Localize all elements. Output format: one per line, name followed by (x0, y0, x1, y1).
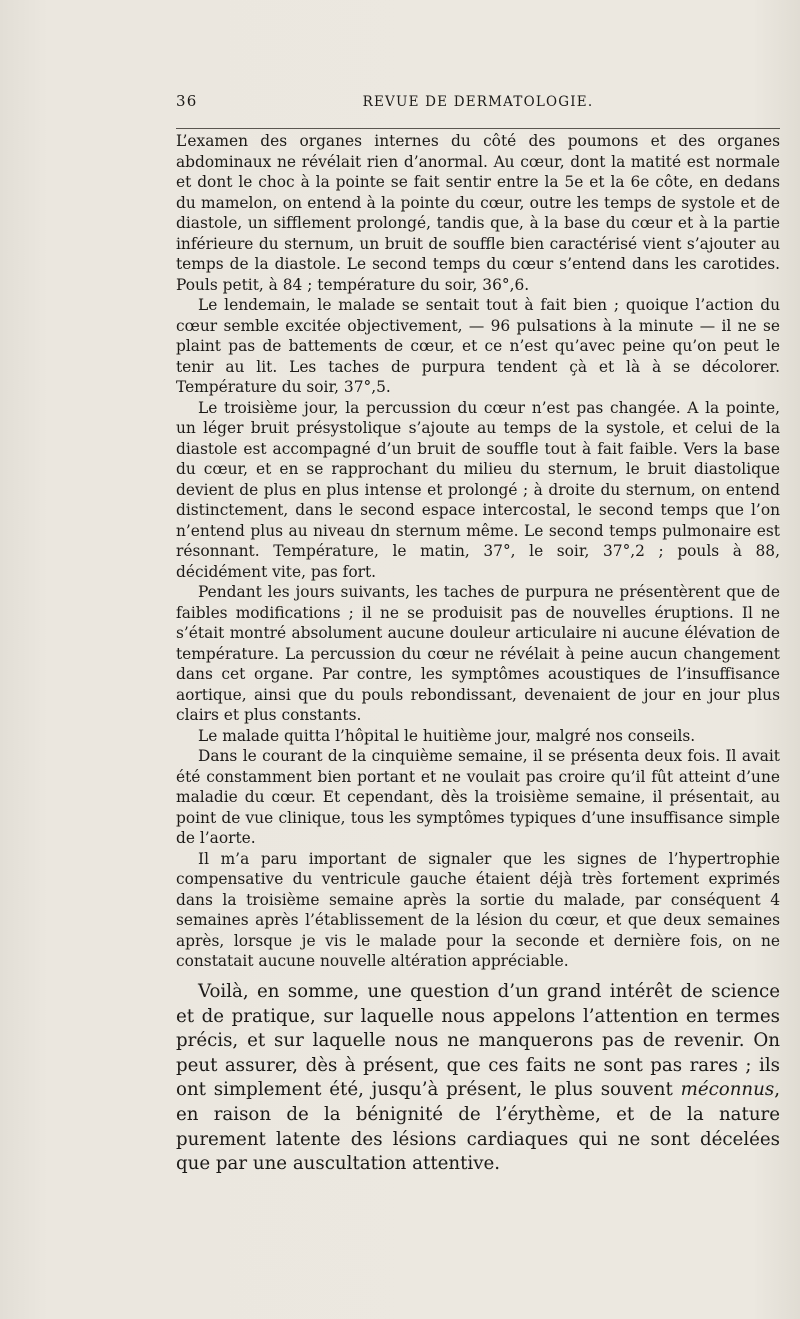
paragraph: Pendant les jours suivants, les taches de purpura ne présentèrent que de faibles modifications ; il ne se produisit pas de nouvelles éruptions. Il ne s’était montré absolument aucune douleur articulaire ni aucune élévation de température. La percussion du cœur ne révélait à peine aucun changement dans cet organe. Par contre, les symptômes acoustiques de l’insuffisance aortique, ainsi que du pouls rebondissant, devenaient de jour en jour plus clairs et plus constants. (176, 583, 780, 724)
conclusion-block (176, 980, 780, 1177)
paragraph: Le malade quitta l’hôpital le huitième jour, malgré nos conseils. (198, 726, 696, 745)
page-header (176, 92, 780, 112)
conclusion-text-end: , en raison de la bénignité de l’érythème, et de la nature purement latente des lésions cardiaques qui ne sont décelées que par une auscultation attentive. (176, 1079, 780, 1175)
page-number: 36 (176, 92, 198, 110)
conclusion-text: Voilà, en somme, une question d’un grand intérêt de science et de pratique, sur laquelle nous appelons l’attention en termes précis, et sur laquelle nous ne manquerons pas de revenir. On peut assurer, dès à présent, que ces faits ne sont pas rares ; ils ont simplement été, jusqu’à présent, le plus souvent (176, 981, 780, 1101)
paragraph: Le troisième jour, la percussion du cœur n’est pas changée. A la pointe, un léger bruit présystolique s’ajoute au temps de la systole, et celui de la diastole est accompagné d’un bruit de souffle tout à fait faible. Vers la base du cœur, et en se rapprochant du milieu du sternum, le bruit diastolique devient de plus en plus intense et prolongé ; à droite du sternum, on entend distinctement, dans le second espace intercostal, le second temps que l’on n’entend plus au niveau dn sternum même. Le second temps pulmonaire est résonnant. Température, le matin, 37°, le soir, 37°,2 ; pouls à 88, décidément vite, pas fort. (176, 398, 780, 581)
paragraph: L’examen des organes internes du côté des poumons et des organes abdominaux ne révélait rien d’anormal. Au cœur, dont la matité est normale et dont le choc à la pointe se fait sentir entre la 5e et la 6e côte, en dedans du mamelon, on entend à la pointe du cœur, outre les temps de systole et de diastole, un sifflement prolongé, tandis que, à la base du cœur et à la partie inférieure du sternum, un bruit de souffle bien caractérisé vient s’ajouter au temps de la diastole. Le second temps du cœur s’entend dans les carotides. Pouls petit, à 84 ; température du soir, 36°,6. (176, 132, 780, 294)
conclusion-paragraph (176, 980, 780, 1177)
case-report-body (176, 131, 780, 972)
running-title: REVUE DE DERMATOLOGIE. (362, 94, 594, 110)
paragraph: Il m’a paru important de signaler que les signes de l’hypertrophie compensative du ventricule gauche étaient déjà très fortement exprimés dans la troisième semaine après la sortie du malade, par conséquent 4 semaines après l’établissement de la lésion du cœur, et que deux semaines après, lorsque je vis le malade pour la seconde et dernière fois, on ne constatait aucune nouvelle altération appréciable. (176, 849, 780, 970)
conclusion-emphasis: méconnus (680, 1079, 775, 1101)
paragraph: Le lendemain, le malade se sentait tout à fait bien ; quoique l’action du cœur semble excitée objectivement, — 96 pulsations à la minute — il ne se plaint pas de battements de cœur, et ce n’est qu’avec peine qu’on peut le tenir au lit. Les taches de purpura tendent çà et là à se décolorer. Température du soir, 37°,5. (176, 296, 780, 396)
paragraph: Dans le courant de la cinquième semaine, il se présenta deux fois. Il avait été constamment bien portant et ne voulait pas croire qu’il fût atteint d’une maladie du cœur. Et cependant, dès la troisième semaine, il présentait, au point de vue clinique, tous les symptômes typiques d’une insuffisance simple de l’aorte. (176, 747, 780, 847)
header-rule (176, 128, 780, 129)
